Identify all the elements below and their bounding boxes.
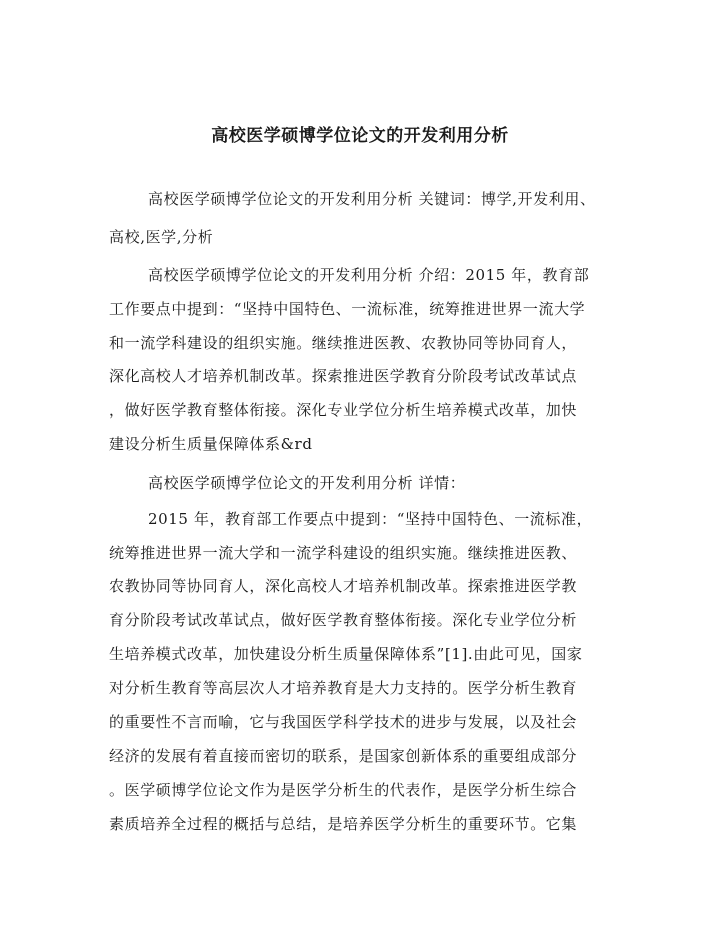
body-line-8: 经济的发展有着直接而密切的联系，是国家创新体系的重要组成部分 (109, 747, 578, 765)
document-title: 高校医学硕博学位论文的开发利用分析 (211, 126, 509, 146)
body-line-9: 。医学硕博学位论文作为是医学分析生的代表作，是医学分析生综合 (109, 781, 578, 799)
intro-line-1: 高校医学硕博学位论文的开发利用分析 介绍：2015 年，教育部 (148, 266, 590, 284)
intro-line-2: 工作要点中提到：“坚持中国特色、一流标准，统筹推进世界一流大学 (109, 300, 586, 318)
details-heading: 高校医学硕博学位论文的开发利用分析 详情： (148, 474, 466, 492)
body-line-3: 农教协同等协同育人，深化高校人才培养机制改革。探索推进医学教 (109, 577, 578, 595)
body-line-6: 对分析生教育等高层次人才培养教育是大力支持的。医学分析生教育 (109, 679, 578, 697)
intro-line-3: 和一流学科建设的组织实施。继续推进医教、农教协同等协同育人， (109, 334, 578, 352)
keywords-line-2: 高校,医学,分析 (109, 228, 214, 246)
intro-line-5: ，做好医学教育整体衔接。深化专业学位分析生培养模式改革，加快 (109, 401, 578, 419)
body-line-10: 素质培养全过程的概括与总结，是培养医学分析生的重要环节。它集 (109, 815, 578, 833)
intro-line-4: 深化高校人才培养机制改革。探索推进医学教育分阶段考试改革试点 (109, 367, 578, 385)
body-line-5: 生培养模式改革，加快建设分析生质量保障体系”[1].由此可见，国家 (109, 645, 583, 663)
body-line-2: 统筹推进世界一流大学和一流学科建设的组织实施。继续推进医教、 (109, 544, 578, 562)
body-line-7: 的重要性不言而喻，它与我国医学科学技术的进步与发展，以及社会 (109, 713, 578, 731)
body-line-4: 育分阶段考试改革试点，做好医学教育整体衔接。深化专业学位分析 (109, 611, 578, 629)
intro-line-6: 建设分析生质量保障体系&rd (109, 435, 313, 453)
keywords-line-1: 高校医学硕博学位论文的开发利用分析 关键词：博学,开发利用、 (148, 190, 596, 208)
body-line-1: 2015 年，教育部工作要点中提到：“坚持中国特色、一流标准， (148, 510, 593, 528)
